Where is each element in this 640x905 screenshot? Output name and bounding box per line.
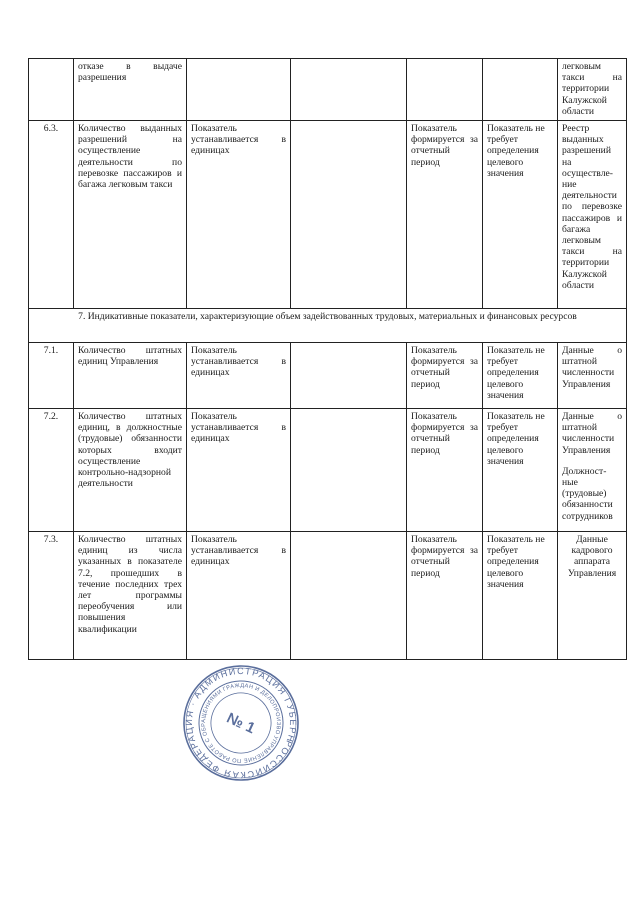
row-number: 7.2.: [29, 409, 74, 532]
data-source-line: Данные о штатной численности Управления: [562, 411, 622, 456]
blank-cell: [291, 343, 407, 409]
official-seal: [181, 663, 301, 783]
indicator-name: Количество штатных единиц, в должностные (трудовые) обязанности которых входит осуществление контрольно-надзорной деятельности: [74, 409, 187, 532]
formation: [407, 59, 483, 121]
table-row: [29, 343, 627, 409]
table-row: [29, 409, 627, 532]
row-number: [29, 59, 74, 121]
row-number: 7.3.: [29, 532, 74, 660]
blank-cell: [291, 409, 407, 532]
calc-method: [187, 59, 291, 121]
section-row: [29, 309, 627, 343]
indicators-table: [28, 58, 627, 660]
seal-number: № 1: [223, 709, 258, 738]
data-source: Реестр выданных разрешений на осуществле-ние деятельности по перевозке пассажиров и багажа легковым такси на территории Калужской области: [558, 121, 627, 309]
seal-inner-text: УПРАВЛЕНИЕ ПО РАБОТЕ С ОБРАЩЕНИЯМИ ГРАЖДАН И ДЕЛОПРОИЗВОДСТВУ: [200, 682, 282, 764]
blank-cell: [291, 59, 407, 121]
section-heading: 7. Индикативные показатели, характеризующие объем задействованных трудовых, материальных и финансовых ресурсов: [29, 309, 627, 343]
data-source: легковым такси на территории Калужской области: [558, 59, 627, 121]
target-value: Показатель не требует определения целевого значения: [483, 532, 558, 660]
calc-method: Показатель устанавливается в единицах: [187, 532, 291, 660]
indicator-name: Количество штатных единиц из числа указанных в показателе 7.2, прошедших в течение последних трех лет программы переобучения или повышения квалификации: [74, 532, 187, 660]
data-source: Данные кадрового аппарата Управления: [558, 532, 627, 660]
target-value: Показатель не требует определения целевого значения: [483, 121, 558, 309]
blank-cell: [291, 532, 407, 660]
formation: Показатель формируется за отчетный период: [407, 532, 483, 660]
calc-method: Показатель устанавливается в единицах: [187, 409, 291, 532]
indicator-name: отказе в выдаче разрешения: [74, 59, 187, 121]
calc-method: Показатель устанавливается в единицах: [187, 121, 291, 309]
table-row: [29, 121, 627, 309]
target-value: [483, 59, 558, 121]
target-value: Показатель не требует определения целевого значения: [483, 343, 558, 409]
indicator-name: Количество штатных единиц Управления: [74, 343, 187, 409]
seal-outer-text: РОССИЙСКАЯ ФЕДЕРАЦИЯ · АДМИНИСТРАЦИЯ ГУБЕРНАТОРА: [183, 665, 299, 781]
data-source-line: Должност-ные (трудовые) обязанности сотрудников: [562, 465, 613, 522]
formation: Показатель формируется за отчетный период: [407, 343, 483, 409]
formation: Показатель формируется за отчетный период: [407, 409, 483, 532]
calc-method: Показатель устанавливается в единицах: [187, 343, 291, 409]
formation: Показатель формируется за отчетный период: [407, 121, 483, 309]
data-source: Данные о штатной численности Управления: [558, 343, 627, 409]
target-value: Показатель не требует определения целевого значения: [483, 409, 558, 532]
row-number: 6.3.: [29, 121, 74, 309]
row-number: 7.1.: [29, 343, 74, 409]
indicator-name: Количество выданных разрешений на осуществление деятельности по перевозке пассажиров и багажа легковым такси: [74, 121, 187, 309]
data-source: [558, 409, 627, 532]
blank-cell: [291, 121, 407, 309]
table-row: [29, 59, 627, 121]
table-row: [29, 532, 627, 660]
